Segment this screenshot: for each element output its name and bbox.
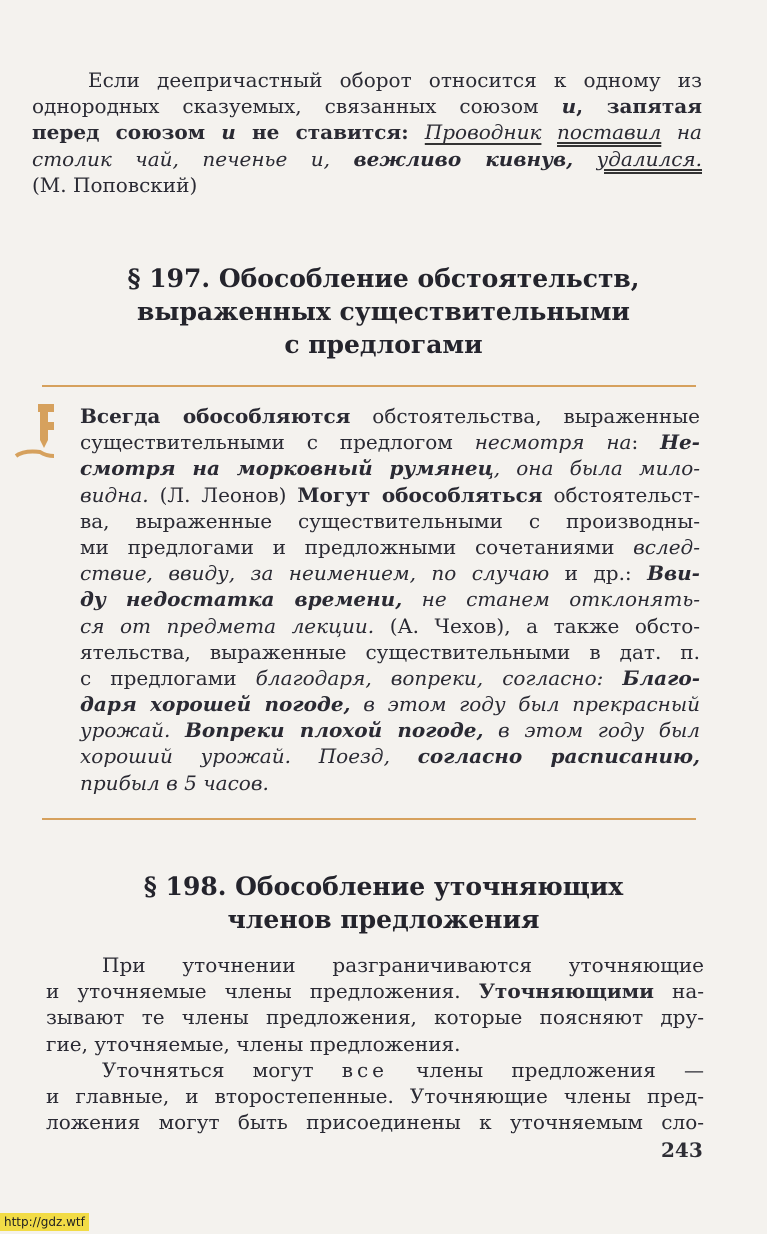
predicate-underline: поставил — [557, 120, 662, 145]
rule-line-8: ду недостатка времени, не станем отклонять- — [80, 587, 701, 612]
rule-top-divider — [42, 385, 696, 387]
intro-paragraph — [32, 67, 702, 198]
rule-line-7: ствие, ввиду, за неимением, по случаю и др.: Вви- — [80, 561, 700, 586]
s198-line-2: и уточняемые члены предложения. Уточняющими на- — [46, 979, 705, 1004]
rule-line-5: ва, выраженные существительными с производны- — [80, 508, 700, 533]
rule-line-10: ятельства, выраженные существительными в дат. п. — [80, 639, 700, 664]
rule-line-1: Всегда обособляются обстоятельства, выраженные — [80, 404, 700, 428]
s198-line-7: ложения могут быть присоединены к уточняемым сло- — [46, 1110, 704, 1135]
subject-underline: Проводник — [424, 120, 542, 145]
s198-line-1: При уточнении разграничиваются уточняющие — [102, 953, 704, 977]
predicate-underline-2: удалился. — [596, 146, 702, 171]
s198-line-6: и главные, и второстепенные. Уточняющие члены пред- — [46, 1083, 704, 1108]
page-number: 243 — [661, 1138, 703, 1162]
s198-line-4: гие, уточняемые, члены предложения. — [46, 1031, 461, 1056]
rule-line-12: даря хорошей погоде, в этом году был прекрасный — [80, 692, 701, 717]
rule-line-11: с предлогами благодаря, вопреки, согласно: Благо- — [80, 665, 700, 690]
rule-line-14: хороший урожай. Поезд, согласно расписанию, — [80, 744, 700, 769]
intro-line-3: перед союзом и не ставится: Проводник поставил на — [32, 120, 702, 145]
s198-line-5: Уточняться могут все члены предложения — — [102, 1057, 705, 1082]
pen-nib-icon — [14, 400, 72, 468]
rule-197-box — [80, 403, 700, 796]
section-198-text — [46, 952, 704, 1135]
rule-line-13: урожай. Вопреки плохой погоде, в этом году был — [80, 718, 701, 743]
intro-line-1: Если деепричастный оборот относится к одному из — [88, 68, 702, 92]
section-198-heading: § 198. Обособление уточняющих членов предложения — [143, 872, 624, 934]
intro-line-4: столик чай, печенье и, вежливо кивнув, удалился. — [32, 146, 702, 171]
rule-line-2: существительными с предлогом несмотря на: Не- — [80, 430, 700, 455]
rule-line-9: ся от предмета лекции. (А. Чехов), а также обсто- — [80, 613, 700, 638]
intro-line-2: однородных сказуемых, связанных союзом и, запятая — [32, 94, 702, 119]
rule-line-3: смотря на морковный румянец, она была мило- — [80, 456, 701, 481]
rule-bottom-divider — [42, 818, 696, 820]
s198-line-3: зывают те члены предложения, которые поясняют дру- — [46, 1005, 704, 1030]
watermark-link[interactable]: http://gdz.wtf — [0, 1213, 89, 1231]
section-197-heading: § 197. Обособление обстоятельств, выраженных существительными с предлогами — [127, 264, 640, 359]
rule-line-4: видна. (Л. Леонов) Могут обособляться обстоятельст- — [80, 482, 701, 507]
intro-source: (М. Поповский) — [32, 172, 198, 197]
rule-line-15: прибыл в 5 часов. — [80, 770, 269, 795]
rule-line-6: ми предлогами и предложными сочетаниями вслед- — [80, 534, 700, 559]
